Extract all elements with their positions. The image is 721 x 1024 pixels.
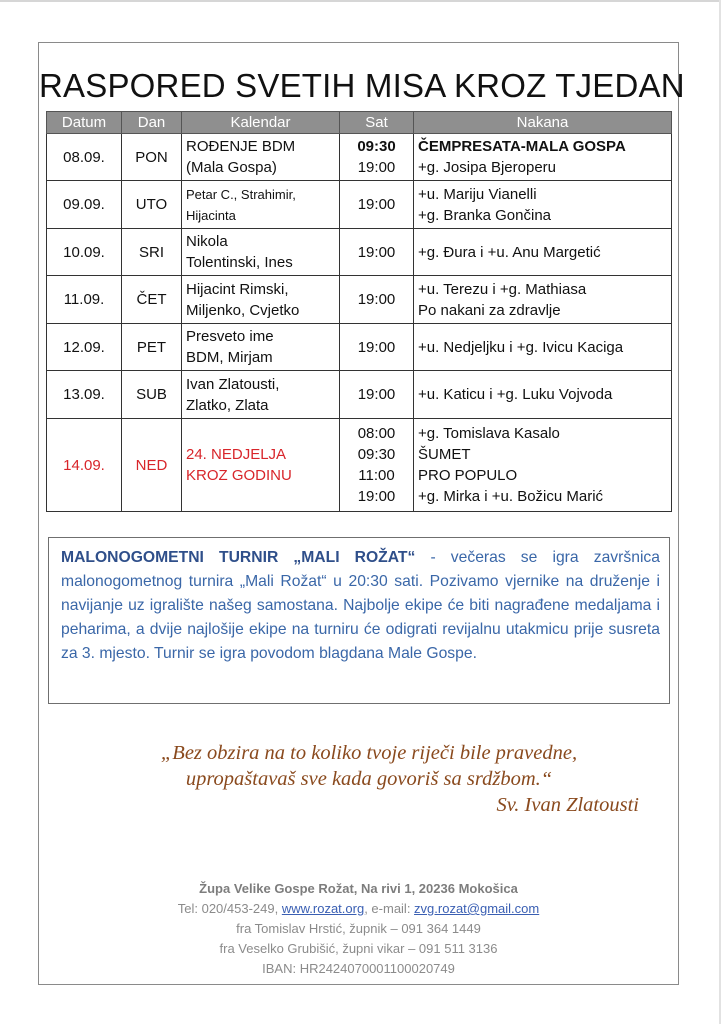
intention: PRO POPULO: [418, 467, 518, 484]
calendar-line: Hijacinta: [186, 207, 236, 223]
row-day: NED: [122, 419, 182, 512]
table-row: [47, 134, 672, 181]
row-date: 12.09.: [47, 324, 122, 371]
intention: +g. Branka Gončina: [418, 206, 552, 224]
row-day: SUB: [122, 371, 182, 419]
row-calendar: [182, 181, 340, 229]
calendar-line: Ivan Zlatousti,: [186, 375, 280, 393]
row-times: [340, 181, 414, 229]
row-date: 10.09.: [47, 229, 122, 276]
row-calendar: [182, 324, 340, 371]
mass-time: 09:30: [357, 446, 396, 463]
row-times: [340, 324, 414, 371]
bulletin-page: [38, 42, 685, 985]
row-times: [340, 276, 414, 324]
calendar-line: Hijacint Rimski,: [186, 280, 289, 298]
website-link[interactable]: www.rozat.org: [281, 901, 365, 916]
row-date: 14.09.: [47, 419, 122, 512]
calendar-line: Tolentinski, Ines: [186, 254, 293, 271]
intention: +u. Terezu i +g. Mathiasa: [418, 280, 587, 298]
row-intentions: [414, 229, 672, 276]
calendar-line: Zlatko, Zlata: [186, 396, 269, 414]
table-row: [47, 276, 672, 324]
email-label: , e-mail:: [364, 901, 415, 916]
table-row: [47, 324, 672, 371]
calendar-line: Miljenko, Cvjetko: [186, 301, 300, 319]
calendar-line: 24. NEDJELJA: [186, 446, 287, 463]
intention: +g. Đura i +u. Anu Margetić: [418, 243, 601, 261]
row-times: [340, 371, 414, 419]
row-day: SRI: [122, 229, 182, 276]
row-calendar: [182, 371, 340, 419]
table-row: [47, 419, 672, 512]
row-intentions: [414, 134, 672, 181]
pastor-contact: fra Tomislav Hrstić, župnik – 091 364 1449: [236, 921, 481, 936]
quote-line: „Bez obzira na to koliko tvoje riječi bile pravedne,: [160, 742, 578, 764]
row-date: 11.09.: [47, 276, 122, 324]
iban-text: IBAN: HR2424070001100020749: [262, 961, 455, 976]
calendar-line: (Mala Gospa): [186, 159, 277, 176]
intention: ČEMPRESATA-MALA GOSPA: [418, 138, 626, 155]
row-calendar: [182, 134, 340, 181]
row-day: ČET: [122, 276, 182, 324]
mass-time: 19:00: [357, 488, 396, 505]
row-times: [340, 229, 414, 276]
calendar-line: BDM, Mirjam: [186, 349, 273, 366]
header-time: Sat: [340, 112, 414, 134]
mass-time: 19:00: [357, 159, 396, 176]
row-intentions: [414, 419, 672, 512]
table-row: [47, 229, 672, 276]
intention: Po nakani za zdravlje: [418, 301, 561, 319]
mass-schedule-table: [46, 111, 672, 512]
row-date: 09.09.: [47, 181, 122, 229]
mass-time: 09:30: [357, 138, 396, 155]
mass-time: 19:00: [357, 196, 396, 213]
calendar-line: Presveto ime: [186, 328, 274, 345]
intention: +g. Josipa Bjeroperu: [418, 159, 557, 176]
intention: +u. Katicu i +g. Luku Vojvoda: [418, 386, 613, 403]
top-border: [0, 0, 721, 2]
row-calendar: [182, 419, 340, 512]
row-date: 08.09.: [47, 134, 122, 181]
contact-line: [39, 899, 678, 919]
table-row: [47, 181, 672, 229]
phone-text: Tel: 020/453-249,: [177, 901, 282, 916]
tournament-notice: [48, 537, 670, 704]
calendar-line: KROZ GODINU: [186, 467, 292, 484]
header-date: Datum: [47, 112, 122, 134]
quote-author: Sv. Ivan Zlatousti: [496, 794, 639, 816]
parish-address: Župa Velike Gospe Rožat, Na rivi 1, 20236 Mokošica: [199, 881, 518, 896]
mass-time: 08:00: [357, 425, 396, 442]
mass-time: 19:00: [357, 291, 396, 308]
notice-heading: MALONOGOMETNI TURNIR „MALI ROŽAT“: [61, 549, 416, 566]
vicar-contact: fra Veselko Grubišić, župni vikar – 091 511 3136: [219, 941, 498, 956]
row-day: PON: [122, 134, 182, 181]
mass-time: 19:00: [357, 386, 396, 403]
intention: ŠUMET: [418, 446, 471, 463]
page-title: RASPORED SVETIH MISA KROZ TJEDAN: [39, 67, 685, 104]
mass-time: 11:00: [358, 467, 395, 484]
quote-block: [99, 740, 639, 818]
intention: +g. Tomislava Kasalo: [418, 425, 560, 442]
parish-footer: [39, 879, 678, 979]
mass-time: 19:00: [357, 338, 396, 356]
email-link[interactable]: zvg.rozat@gmail.com: [414, 901, 540, 916]
header-intention: Nakana: [414, 112, 672, 134]
intention: +g. Mirka i +u. Božicu Marić: [418, 488, 604, 505]
calendar-line: Petar C., Strahimir,: [186, 186, 296, 202]
row-intentions: [414, 276, 672, 324]
intention: +u. Nedjeljku i +g. Ivicu Kaciga: [418, 338, 624, 356]
row-day: PET: [122, 324, 182, 371]
row-intentions: [414, 371, 672, 419]
mass-time: 19:00: [357, 243, 396, 261]
calendar-line: Nikola: [186, 233, 228, 250]
row-times: [340, 134, 414, 181]
calendar-line: ROĐENJE BDM: [186, 138, 296, 155]
intention: +u. Mariju Vianelli: [418, 185, 537, 203]
row-date: 13.09.: [47, 371, 122, 419]
header-day: Dan: [122, 112, 182, 134]
row-calendar: [182, 276, 340, 324]
row-intentions: [414, 324, 672, 371]
header-calendar: Kalendar: [182, 112, 340, 134]
table-row: [47, 371, 672, 419]
table-header-row: [47, 112, 672, 134]
row-times: [340, 419, 414, 512]
row-intentions: [414, 181, 672, 229]
quote-line: upropaštavaš sve kada govoriš sa srdžbom.“: [185, 768, 553, 790]
notice-text: - večeras se igra završnica malonogometnog turnira „Mali Rožat“ u 20:30 sati. Pozivamo vjernike na druženje i navijanje uz igralište našeg samostana. Najbolje ekipe će biti nagrađene medaljama i peharima, a dvije najlošije ekipe na turniru će odigrati revijalnu utakmicu prije susreta za 3. mjesto. Turnir se igra povodom blagdana Male Gospe.: [61, 549, 660, 662]
row-day: UTO: [122, 181, 182, 229]
row-calendar: [182, 229, 340, 276]
